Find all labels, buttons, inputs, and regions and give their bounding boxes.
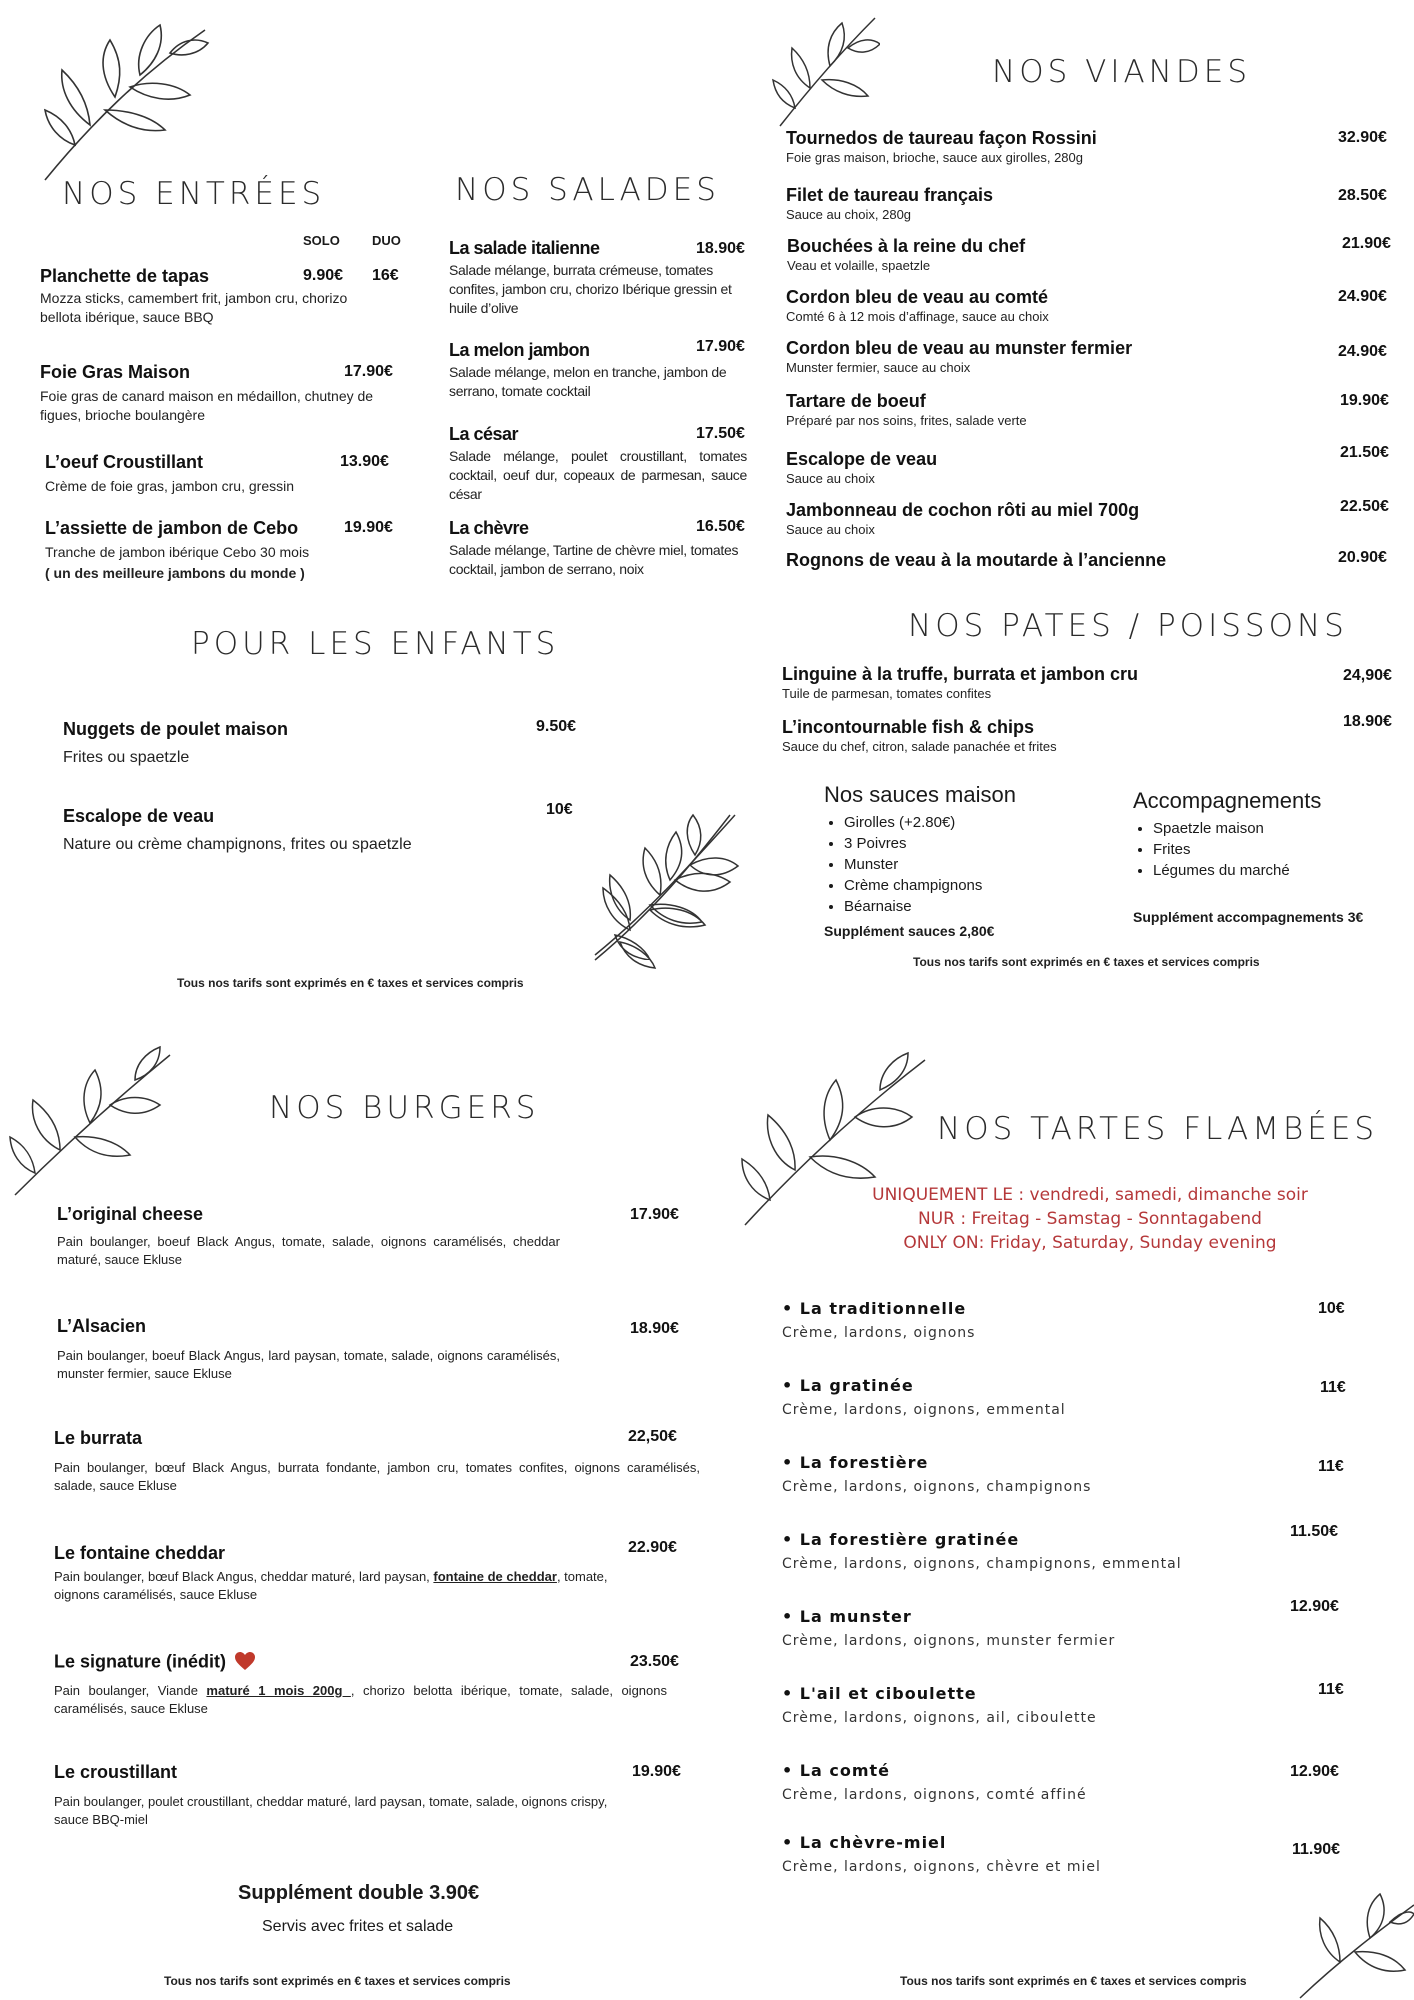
item-name: Linguine à la truffe, burrata et jambon cru <box>782 664 1139 684</box>
item-price-duo: 16€ <box>372 267 399 284</box>
item-price: 24.90€ <box>1338 343 1387 360</box>
menu-item <box>54 1651 667 1718</box>
sauces-supplement: Supplément sauces 2,80€ <box>824 923 995 939</box>
item-desc: Crème, lardons, oignons, emmental <box>782 1402 1066 1418</box>
item-name: Tournedos de taureau façon Rossini <box>786 128 1097 148</box>
item-price: 9.90€ <box>303 267 344 284</box>
item-name: Cordon bleu de veau au munster fermier <box>786 338 1133 358</box>
item-price: 11.50€ <box>1290 1523 1339 1540</box>
item-name: Filet de taureau français <box>786 185 994 205</box>
item-desc-part: , tomate, oignons caramélisés, sauce Ekluse <box>54 1569 608 1602</box>
entrees-title: NOS ENTRÉES <box>62 176 326 212</box>
item-desc: Frites ou spaetzle <box>63 749 190 766</box>
prices-footer: Tous nos tarifs sont exprimés en € taxes et services compris <box>164 1974 511 1988</box>
item-name: La chèvre <box>449 518 529 538</box>
item-desc: Pain boulanger, bœuf Black Angus, burrata fondante, jambon cru, tomates confites, oignons caramélisés, salade, sauce Ekluse <box>54 1460 700 1493</box>
item-name: L’assiette de jambon de Cebo <box>45 518 299 538</box>
menu-item <box>786 391 1027 430</box>
item-name: Escalope de veau <box>63 806 215 826</box>
item-note: ( un des meilleure jambons du monde ) <box>45 565 305 581</box>
menu-item: • La traditionnelle Crème, lardons, oignons <box>782 1299 976 1341</box>
menu-item: • La forestière Crème, lardons, oignons, champignons <box>782 1453 1092 1495</box>
item-name: La traditionnelle <box>799 1299 967 1318</box>
item-desc: Foie gras maison, brioche, sauce aux girolles, 280g <box>786 150 1083 165</box>
notice-line-en: ONLY ON: Friday, Saturday, Sunday evening <box>903 1233 1277 1253</box>
item-price: 16.50€ <box>696 518 745 535</box>
item-desc: Sauce au choix, 280g <box>786 207 912 222</box>
item-desc: Préparé par nos soins, frites, salade verte <box>786 413 1027 428</box>
item-name: Tartare de boeuf <box>786 391 926 411</box>
item-price: 18.90€ <box>1343 713 1392 730</box>
item-price: 18.90€ <box>630 1320 679 1337</box>
list-item: • Frites <box>1153 839 1363 860</box>
sauces-title: Nos sauces maison <box>824 782 1016 807</box>
prices-footer: Tous nos tarifs sont exprimés en € taxes et services compris <box>177 976 524 990</box>
menu-item <box>54 1428 700 1495</box>
item-price: 17.90€ <box>696 338 745 355</box>
item-price: 22.50€ <box>1340 498 1389 515</box>
menu-item <box>787 236 1025 275</box>
menu-item <box>786 338 1132 377</box>
accomp-list <box>1133 818 1363 881</box>
item-name: Foie Gras Maison <box>40 362 191 382</box>
item-desc-part: Pain boulanger, Viande <box>54 1683 207 1698</box>
item-name: L’incontournable fish & chips <box>782 717 1035 737</box>
item-desc: Crème, lardons, oignons, munster fermier <box>782 1633 1116 1649</box>
notice-line-fr: UNIQUEMENT LE : vendredi, samedi, dimanche soir <box>872 1185 1308 1205</box>
accomp-supplement: Supplément accompagnements 3€ <box>1133 909 1364 925</box>
item-price: 23.50€ <box>630 1653 679 1670</box>
item-desc: Veau et volaille, spaetzle <box>787 258 931 273</box>
accomp-block <box>1133 788 1363 925</box>
menu-item: • L'ail et ciboulette Crème, lardons, oignons, ail, ciboulette <box>782 1684 1097 1726</box>
prices-footer: Tous nos tarifs sont exprimés en € taxes et services compris <box>913 955 1260 969</box>
accomp-title: Accompagnements <box>1133 788 1322 813</box>
menu-item: • La munster Crème, lardons, oignons, munster fermier <box>782 1607 1116 1649</box>
item-desc: Crème, lardons, oignons, champignons <box>782 1479 1092 1495</box>
item-price: 21.50€ <box>1340 444 1389 461</box>
item-desc: Crème, lardons, oignons, comté affiné <box>782 1787 1087 1803</box>
item-desc: Salade mélange, poulet croustillant, tomates cocktail, oeuf dur, copeaux de parmesan, sauce césar <box>449 448 747 502</box>
item-name: La chèvre-miel <box>799 1833 947 1852</box>
item-name: La forestière gratinée <box>799 1530 1020 1549</box>
item-price: 28.50€ <box>1338 187 1387 204</box>
item-desc: Sauce au choix <box>786 522 875 537</box>
item-price: 9.50€ <box>536 718 577 735</box>
heart-icon <box>234 1651 256 1676</box>
menu-item <box>782 717 1057 756</box>
list-item: • Légumes du marché <box>1153 860 1363 881</box>
item-desc <box>54 1682 667 1718</box>
item-price: 19.90€ <box>344 519 393 536</box>
item-desc-part: Pain boulanger, bœuf Black Angus, cheddar maturé, lard paysan, <box>54 1569 434 1584</box>
item-price: 11€ <box>1318 1681 1344 1698</box>
item-desc <box>54 1568 654 1604</box>
item-price: 11€ <box>1318 1458 1344 1475</box>
menu-item <box>57 1204 560 1269</box>
item-desc: Crème, lardons, oignons, chèvre et miel <box>782 1859 1101 1875</box>
menu-item <box>786 550 1166 571</box>
item-name: La munster <box>799 1607 912 1626</box>
item-desc: Pain boulanger, poulet croustillant, cheddar maturé, lard paysan, tomate, salade, oignons crispy, sauce BBQ-miel <box>54 1794 608 1827</box>
item-desc: Crème, lardons, oignons <box>782 1325 976 1341</box>
menu-item <box>786 128 1097 167</box>
item-name: L’oeuf Croustillant <box>45 452 204 472</box>
menu-item <box>54 1762 614 1829</box>
menu-item <box>786 500 1139 539</box>
menu-item <box>63 719 288 767</box>
list-item: • Béarnaise <box>844 896 1016 917</box>
item-name: Cordon bleu de veau au comté <box>786 287 1049 307</box>
item-desc-highlight: fontaine de cheddar <box>433 1569 557 1584</box>
item-desc: Mozza sticks, camembert frit, jambon cru, chorizo bellota ibérique, sauce BBQ <box>40 290 348 325</box>
item-desc: Comté 6 à 12 mois d’affinage, sauce au choix <box>786 309 1049 324</box>
item-desc: Sauce au choix <box>786 471 875 486</box>
leaf-branch-icon <box>770 8 880 128</box>
list-item: • Crème champignons <box>844 875 1016 896</box>
sauces-list <box>824 812 1016 917</box>
item-name: Nuggets de poulet maison <box>63 719 289 739</box>
item-desc: Nature ou crème champignons, frites ou spaetzle <box>63 836 412 853</box>
menu-item <box>786 287 1049 326</box>
item-desc-highlight: maturé 1 mois 200g <box>206 1683 351 1698</box>
item-desc: Foie gras de canard maison en médaillon, chutney de figues, brioche boulangère <box>40 388 374 423</box>
prices-footer: Tous nos tarifs sont exprimés en € taxes et services compris <box>900 1974 1247 1988</box>
supplement-double: Supplément double 3.90€ <box>238 1882 480 1904</box>
list-item: • Spaetzle maison <box>1153 818 1363 839</box>
item-name: La comté <box>799 1761 891 1780</box>
item-price: 24,90€ <box>1343 667 1392 684</box>
item-name: Le fontaine cheddar <box>54 1543 226 1563</box>
item-name: La salade italienne <box>449 238 600 258</box>
menu-item <box>40 266 400 327</box>
list-item: • Girolles (+2.80€) <box>844 812 1016 833</box>
item-price: 22.90€ <box>628 1539 677 1556</box>
tartes-title: NOS TARTES FLAMBÉES <box>937 1111 1379 1147</box>
item-name: Planchette de tapas <box>40 266 210 286</box>
duo-header: DUO <box>372 233 401 248</box>
item-name: La césar <box>449 424 519 444</box>
item-price: 10€ <box>1318 1300 1345 1317</box>
enfants-title: POUR LES ENFANTS <box>191 626 560 662</box>
item-price: 10€ <box>546 801 573 818</box>
leaf-branch-icon <box>1290 1880 1414 2000</box>
menu-item: • La chèvre-miel Crème, lardons, oignons, chèvre et miel <box>782 1833 1101 1875</box>
item-name: Escalope de veau <box>786 449 938 469</box>
item-name: Le signature (inédit) <box>54 1651 227 1672</box>
burgers-title: NOS BURGERS <box>269 1090 540 1126</box>
item-price: 19.90€ <box>632 1763 681 1780</box>
item-desc: Salade mélange, melon en tranche, jambon de serrano, tomate cocktail <box>449 364 727 399</box>
item-price: 11€ <box>1320 1379 1346 1396</box>
item-desc: Salade mélange, burrata crémeuse, tomates confites, jambon cru, chorizo Ibérique gressin et huile d’olive <box>449 262 732 316</box>
pates-title: NOS PATES / POISSONS <box>908 608 1348 644</box>
item-name: Le burrata <box>54 1428 143 1448</box>
item-price: 13.90€ <box>340 453 389 470</box>
menu-item <box>782 664 1138 703</box>
item-desc: Tuile de parmesan, tomates confites <box>782 686 992 701</box>
item-price: 18.90€ <box>696 240 745 257</box>
item-name: L’original cheese <box>57 1204 204 1224</box>
item-price: 32.90€ <box>1338 129 1387 146</box>
sauces-block <box>824 782 1016 939</box>
item-desc-part: , chorizo belotta ibérique, tomate, salade, oignons caramélisés, sauce Ekluse <box>54 1683 667 1716</box>
item-desc: Tranche de jambon ibérique Cebo 30 mois <box>45 544 310 560</box>
served-with: Servis avec frites et salade <box>262 1918 454 1935</box>
item-name: Jambonneau de cochon rôti au miel 700g <box>786 500 1140 520</box>
item-desc: Munster fermier, sauce au choix <box>786 360 971 375</box>
item-desc: Crème, lardons, oignons, ail, ciboulette <box>782 1710 1097 1726</box>
leaf-branch-icon <box>580 810 740 960</box>
menu-item <box>57 1316 560 1383</box>
leaf-branch-icon <box>5 1045 175 1205</box>
menu-item <box>786 185 993 224</box>
item-desc: Pain boulanger, boeuf Black Angus, lard paysan, tomate, salade, oignons caramélisés, munster fermier, sauce Ekluse <box>57 1348 560 1381</box>
item-name: Rognons de veau à la moutarde à l’ancienne <box>786 550 1167 570</box>
item-name: La gratinée <box>799 1376 914 1395</box>
viandes-title: NOS VIANDES <box>992 54 1252 90</box>
menu-item: • La gratinée Crème, lardons, oignons, emmental <box>782 1376 1066 1418</box>
menu-item <box>54 1543 654 1604</box>
item-price: 11.90€ <box>1292 1841 1341 1858</box>
solo-header: SOLO <box>303 233 340 248</box>
item-desc: Pain boulanger, boeuf Black Angus, tomate, salade, oignons caramélisés, cheddar maturé, sauce Ekluse <box>57 1234 560 1267</box>
notice-line-de: NUR : Freitag - Samstag - Sonntagabend <box>918 1209 1262 1229</box>
item-price: 22,50€ <box>628 1428 677 1445</box>
item-price: 24.90€ <box>1338 288 1387 305</box>
item-price: 20.90€ <box>1338 549 1387 566</box>
item-price: 17.50€ <box>696 425 745 442</box>
item-name: Bouchées à la reine du chef <box>787 236 1026 256</box>
item-name: L'ail et ciboulette <box>799 1684 977 1703</box>
item-price: 21.90€ <box>1342 235 1391 252</box>
item-desc: Crème, lardons, oignons, champignons, emmental <box>782 1556 1182 1572</box>
item-price: 17.90€ <box>344 363 393 380</box>
availability-notice <box>820 1183 1360 1255</box>
item-name: La melon jambon <box>449 340 590 360</box>
item-price: 12.90€ <box>1290 1598 1339 1615</box>
item-price: 12.90€ <box>1290 1763 1339 1780</box>
menu-item: • La forestière gratinée Crème, lardons, oignons, champignons, emmental <box>782 1530 1182 1572</box>
item-name: Le croustillant <box>54 1762 178 1782</box>
salades-title: NOS SALADES <box>455 172 720 208</box>
item-price: 19.90€ <box>1340 392 1389 409</box>
item-desc: Sauce du chef, citron, salade panachée et frites <box>782 739 1057 754</box>
list-item: • Munster <box>844 854 1016 875</box>
menu-item <box>63 806 412 854</box>
item-desc: Crème de foie gras, jambon cru, gressin <box>45 478 294 494</box>
menu-item <box>786 449 937 488</box>
item-name: L’Alsacien <box>57 1316 147 1336</box>
leaf-branch-icon <box>30 15 210 185</box>
item-desc: Salade mélange, Tartine de chèvre miel, tomates cocktail, jambon de serrano, noix <box>449 542 739 577</box>
menu-item: • La comté Crème, lardons, oignons, comté affiné <box>782 1761 1087 1803</box>
item-price: 17.90€ <box>630 1206 679 1223</box>
item-name: La forestière <box>799 1453 929 1472</box>
list-item: • 3 Poivres <box>844 833 1016 854</box>
